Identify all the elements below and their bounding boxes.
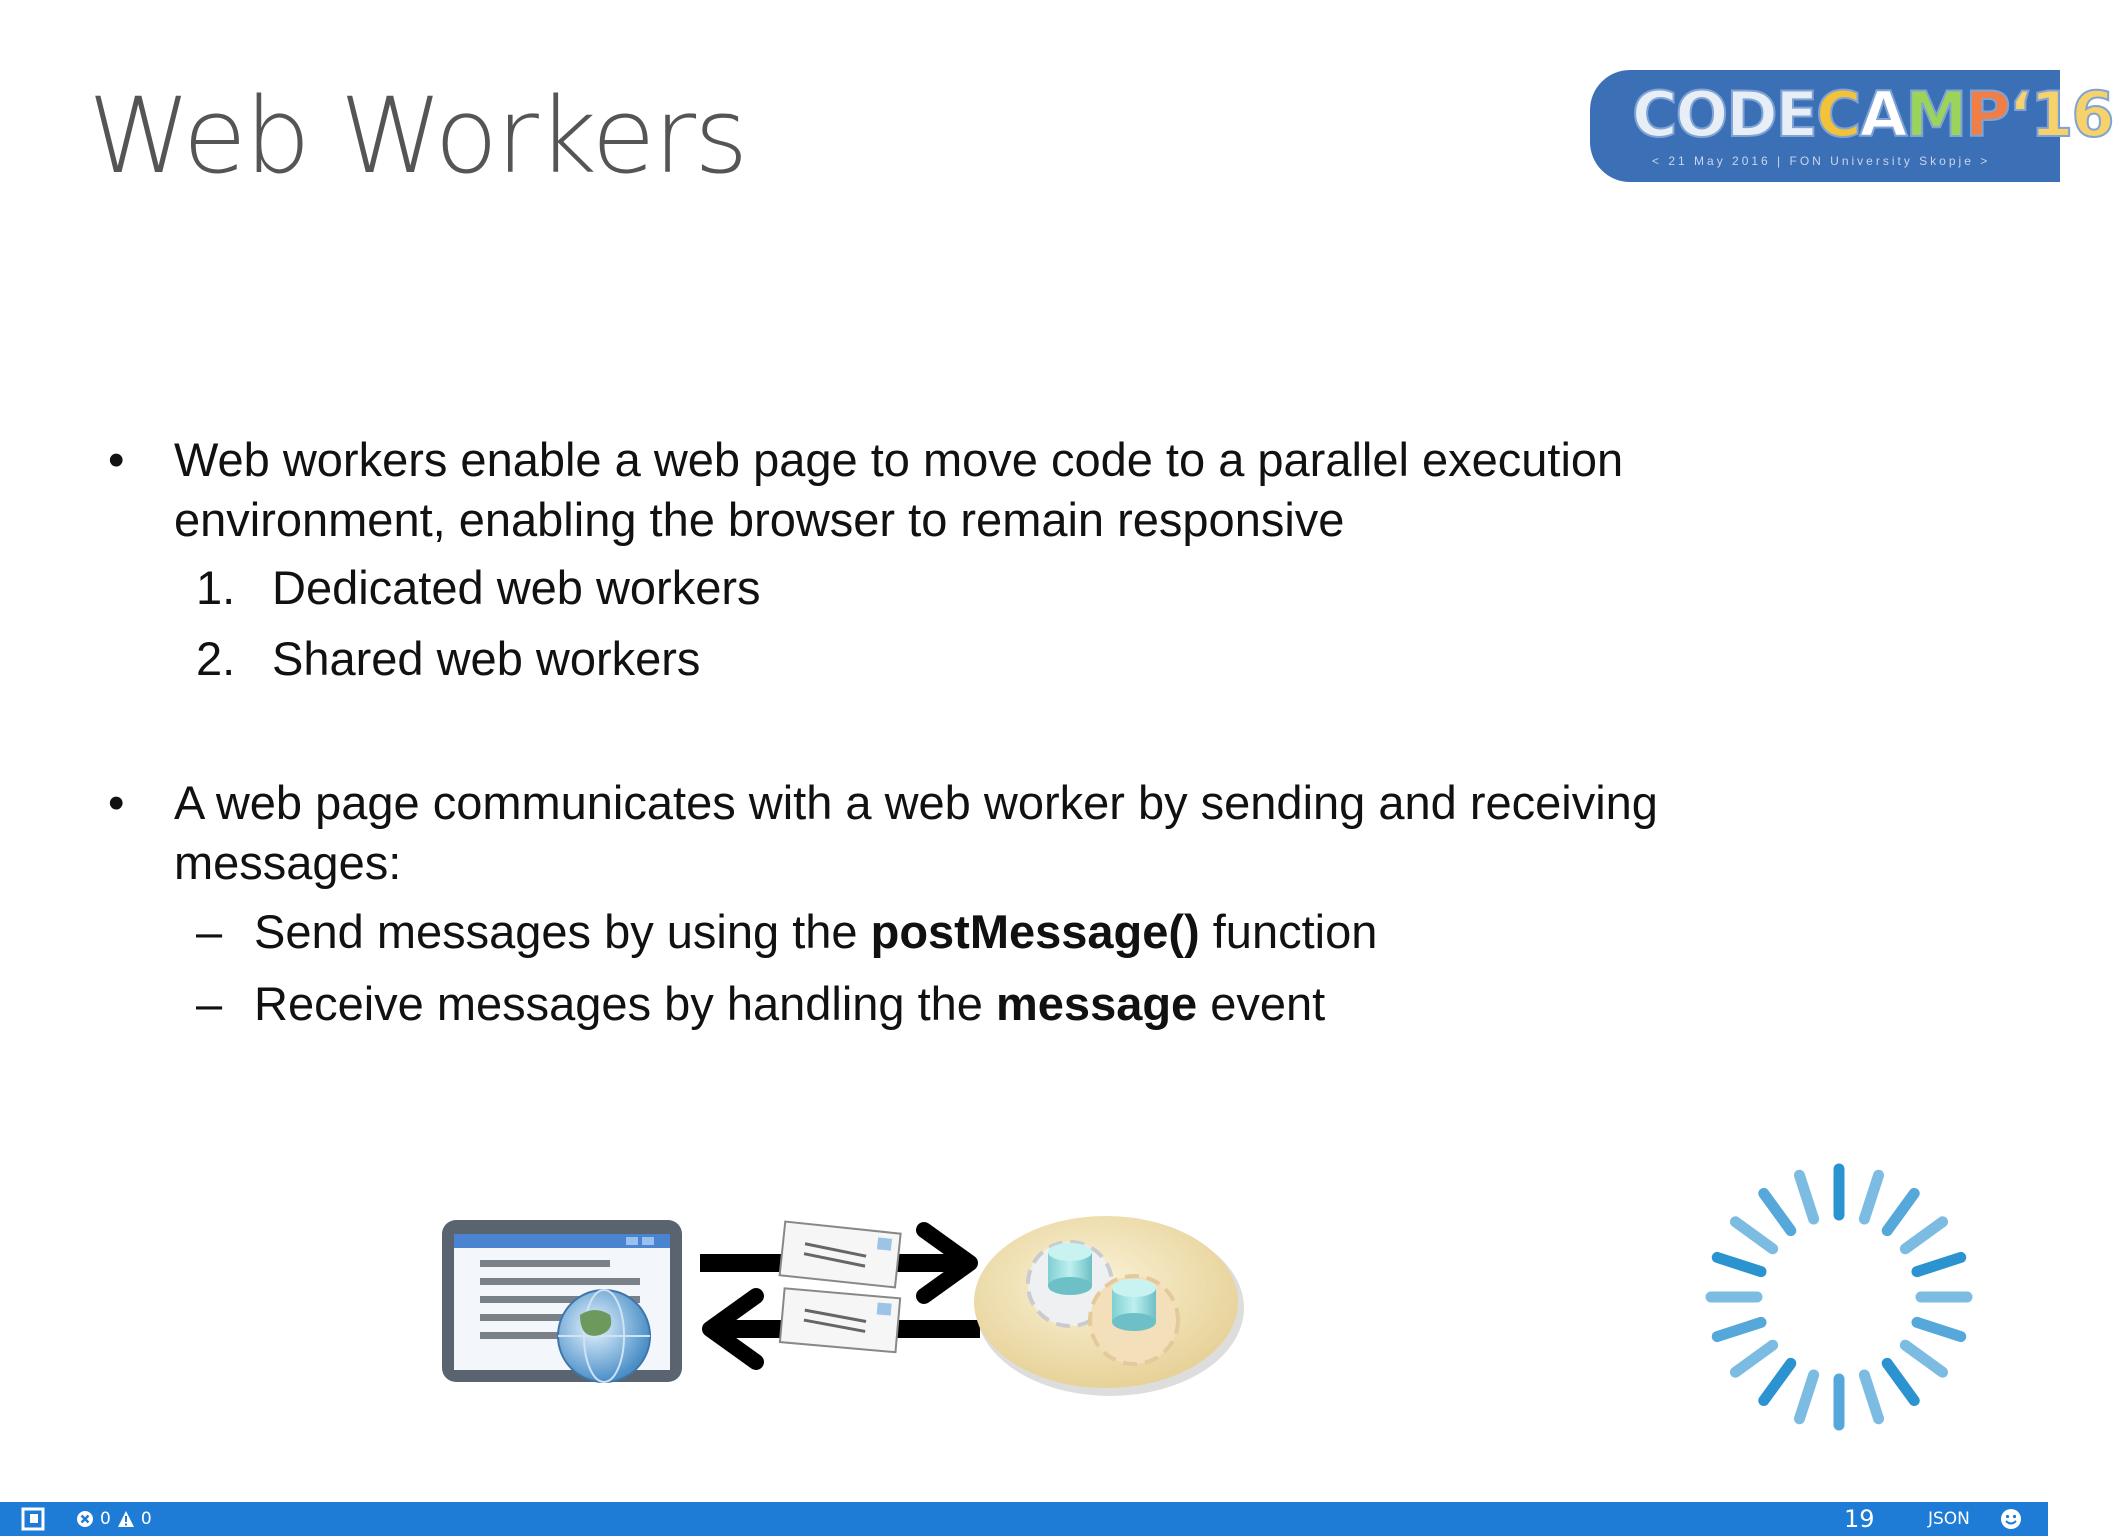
spinner-tick bbox=[1735, 1222, 1772, 1249]
spinner-tick bbox=[1799, 1375, 1813, 1419]
logo-code: CODE bbox=[1632, 78, 1817, 151]
spinner-tick bbox=[1905, 1345, 1942, 1372]
loading-spinner-icon bbox=[1676, 1138, 2002, 1456]
spinner-tick bbox=[1764, 1363, 1791, 1400]
spinner-tick bbox=[1717, 1257, 1761, 1271]
logo-year: ‘16 bbox=[2008, 78, 2113, 151]
spinner-tick bbox=[1735, 1345, 1772, 1372]
feedback-icon[interactable] bbox=[22, 1502, 44, 1536]
problems-indicator[interactable] bbox=[76, 1502, 152, 1536]
warning-count: 0 bbox=[140, 1509, 152, 1529]
item-number: 1. bbox=[196, 561, 236, 614]
logo-wordmark bbox=[1632, 78, 2113, 151]
language-mode[interactable]: JSON bbox=[1928, 1509, 1970, 1529]
spinner-tick bbox=[1717, 1322, 1761, 1336]
spinner-tick bbox=[1917, 1257, 1961, 1271]
spinner-tick bbox=[1764, 1193, 1791, 1230]
warning-icon bbox=[117, 1510, 135, 1528]
spinner-tick bbox=[1887, 1193, 1914, 1230]
item-number: 2. bbox=[196, 632, 236, 685]
logo-camp: CAMP bbox=[1816, 78, 2009, 151]
error-icon bbox=[76, 1510, 94, 1528]
spinner-tick bbox=[1799, 1175, 1813, 1219]
status-bar bbox=[0, 1502, 2048, 1536]
spinner-tick bbox=[1905, 1222, 1942, 1249]
dash-marker: – bbox=[196, 977, 223, 1030]
spinner-tick bbox=[1864, 1375, 1878, 1419]
item-text: Receive messages by handling the message event bbox=[254, 977, 1326, 1030]
item-text: Shared web workers bbox=[272, 632, 701, 685]
code-message-event: message bbox=[996, 977, 1198, 1030]
logo-subtitle: < 21 May 2016 | FON University Skopje > bbox=[1652, 154, 1991, 168]
bullet-2-text: A web page communicates with a web worker by sending and receiving messages: bbox=[174, 776, 1658, 889]
spinner-tick bbox=[1917, 1322, 1961, 1336]
code-postmessage: postMessage() bbox=[870, 905, 1200, 958]
slide-title: Web Workers bbox=[88, 75, 747, 197]
bullet-marker: • bbox=[108, 776, 125, 829]
message-envelope-icon bbox=[780, 1288, 900, 1352]
browser-window-icon bbox=[442, 1220, 682, 1382]
smiley-feedback-icon[interactable] bbox=[2000, 1502, 2022, 1536]
bullet-marker: • bbox=[108, 433, 125, 486]
globe-icon bbox=[558, 1290, 650, 1382]
spinner-tick bbox=[1887, 1363, 1914, 1400]
error-count: 0 bbox=[100, 1509, 111, 1529]
bullet-1-text: Web workers enable a web page to move code to a parallel execution environment, enabling the browser to remain responsive bbox=[174, 433, 1624, 546]
item-text: Send messages by using the postMessage() function bbox=[254, 905, 1378, 958]
codecamp-logo bbox=[1590, 70, 2113, 182]
dash-marker: – bbox=[196, 905, 223, 958]
message-envelope-icon bbox=[780, 1222, 901, 1288]
page-number: 19 bbox=[1844, 1505, 1875, 1533]
spinner-tick bbox=[1864, 1175, 1878, 1219]
web-worker-diagram bbox=[430, 1200, 1330, 1400]
worker-gears-icon bbox=[974, 1216, 1244, 1396]
item-text: Dedicated web workers bbox=[272, 561, 761, 614]
